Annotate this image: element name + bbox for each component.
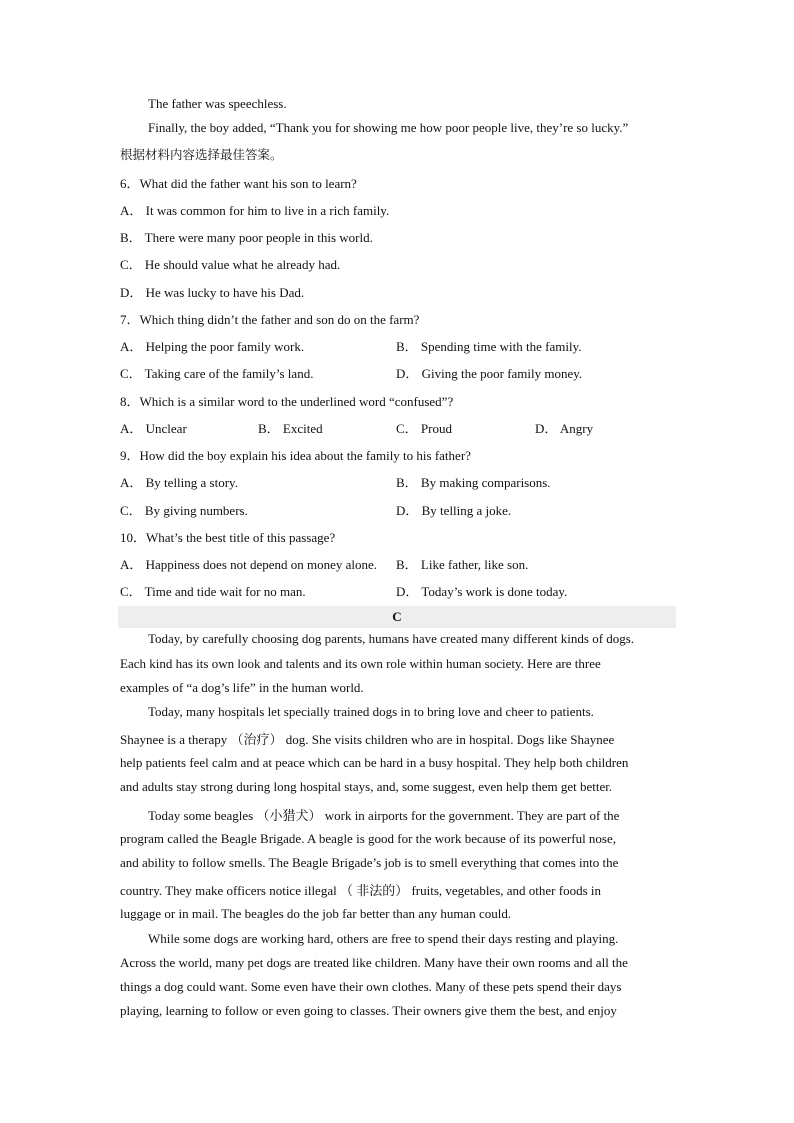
passage-line: and adults stay strong during long hospital stays, and, some suggest, even help them get better. xyxy=(120,779,613,794)
question-9-option-c: C． By giving numbers. xyxy=(120,503,248,518)
question-6-option-d: D． He was lucky to have his Dad. xyxy=(120,285,305,300)
passage-line: luggage or in mail. The beagles do the job far better than any human could. xyxy=(120,906,512,921)
question-6-stem: 6．What did the father want his son to learn? xyxy=(120,176,357,191)
passage-line: Shaynee is a therapy （治疗） dog. She visits children who are in hospital. Dogs like Shaynee xyxy=(120,732,615,747)
story-line-1: The father was speechless. xyxy=(148,96,287,111)
passage-line: help patients feel calm and at peace which can be hard in a busy hospital. They help both children xyxy=(120,755,629,770)
question-6-option-a: A． It was common for him to live in a rich family. xyxy=(120,203,390,218)
passage-line: things a dog could want. Some even have their own clothes. Many of these pets spend their days xyxy=(120,979,622,994)
passage-line: Each kind has its own look and talents and its own role within human society. Here are three xyxy=(120,656,601,671)
question-7-option-a: A． Helping the poor family work. xyxy=(120,339,305,354)
question-6-option-b: B． There were many poor people in this world. xyxy=(120,230,373,245)
passage-line: program called the Beagle Brigade. A beagle is good for the work because of its powerful nose, xyxy=(120,831,617,846)
passage-line: Today, many hospitals let specially trained dogs in to bring love and cheer to patients. xyxy=(148,704,594,719)
question-10-option-a: A． Happiness does not depend on money alone. xyxy=(120,557,378,572)
passage-line: Across the world, many pet dogs are treated like children. Many have their own rooms and all the xyxy=(120,955,628,970)
instruction: 根据材料内容选择最佳答案。 xyxy=(120,147,283,162)
passage-line: playing, learning to follow or even going to classes. Their owners give them the best, and enjoy xyxy=(120,1003,617,1018)
question-9-option-d: D． By telling a joke. xyxy=(396,503,512,518)
passage-line: Today some beagles （小猎犬） work in airports for the government. They are part of the xyxy=(148,808,620,823)
passage-line: Today, by carefully choosing dog parents, humans have created many different kinds of dogs. xyxy=(148,631,635,646)
question-9-stem: 9．How did the boy explain his idea about the family to his father? xyxy=(120,448,471,463)
question-7-stem: 7．Which thing didn’t the father and son do on the farm? xyxy=(120,312,420,327)
question-8-stem: 8．Which is a similar word to the underlined word “confused”? xyxy=(120,394,454,409)
section-header: C xyxy=(118,606,676,628)
question-8-option-b: B． Excited xyxy=(258,421,323,436)
passage-line: examples of “a dog’s life” in the human world. xyxy=(120,680,364,695)
passage-line: While some dogs are working hard, others are free to spend their days resting and playing. xyxy=(148,931,619,946)
question-10-option-d: D． Today’s work is done today. xyxy=(396,584,568,599)
question-9-option-a: A． By telling a story. xyxy=(120,475,238,490)
question-10-option-c: C． Time and tide wait for no man. xyxy=(120,584,306,599)
question-7-option-c: C． Taking care of the family’s land. xyxy=(120,366,314,381)
story-line-2: Finally, the boy added, “Thank you for showing me how poor people live, they’re so lucky.” xyxy=(148,120,629,135)
question-9-option-b: B． By making comparisons. xyxy=(396,475,551,490)
question-7-option-b: B． Spending time with the family. xyxy=(396,339,582,354)
question-7-option-d: D． Giving the poor family money. xyxy=(396,366,583,381)
question-10-stem: 10．What’s the best title of this passage? xyxy=(120,530,336,545)
passage-line: and ability to follow smells. The Beagle Brigade’s job is to smell everything that comes into the xyxy=(120,855,619,870)
question-10-option-b: B． Like father, like son. xyxy=(396,557,529,572)
question-8-option-a: A． Unclear xyxy=(120,421,187,436)
question-8-option-c: C． Proud xyxy=(396,421,452,436)
question-8-option-d: D． Angry xyxy=(535,421,594,436)
question-6-option-c: C． He should value what he already had. xyxy=(120,257,341,272)
passage-line: country. They make officers notice illegal （ 非法的） fruits, vegetables, and other foods in xyxy=(120,883,601,898)
